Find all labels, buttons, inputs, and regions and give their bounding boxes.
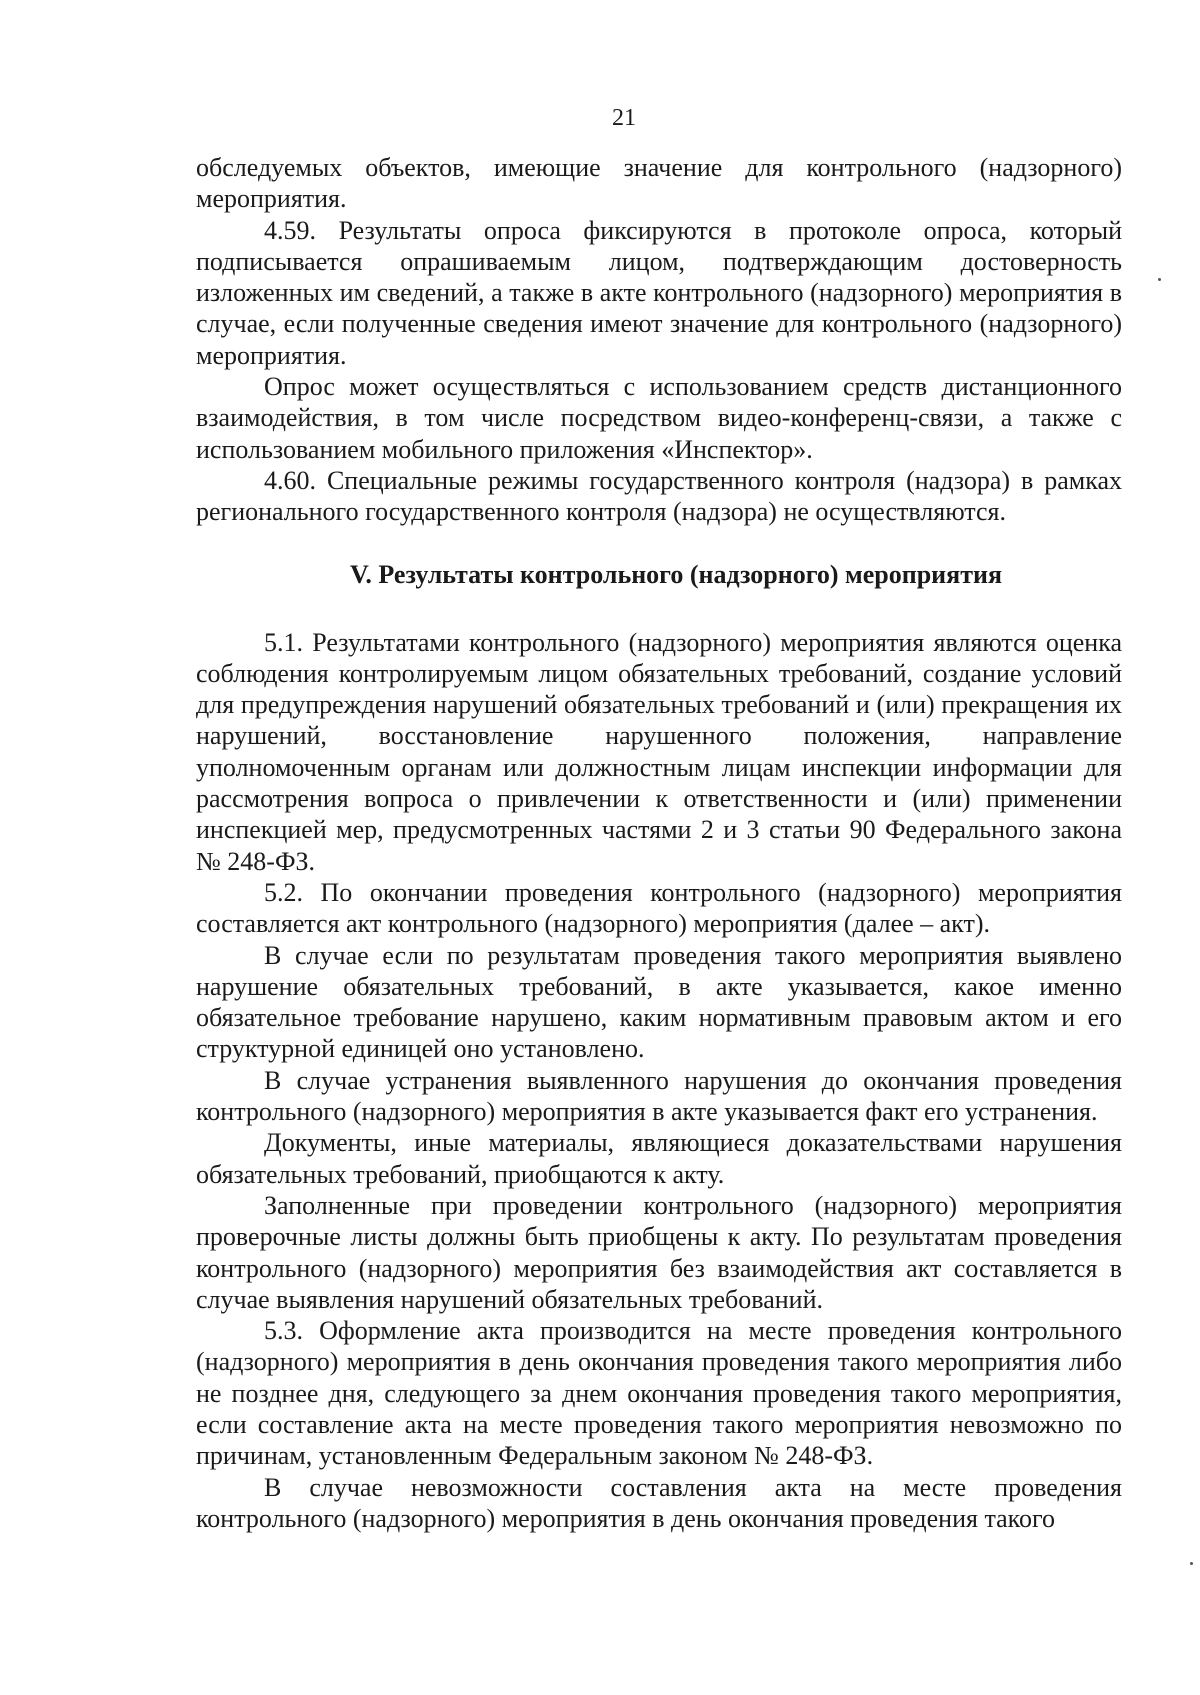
paragraph-violation-fixed: В случае устранения выявленного нарушения до окончания проведения контрольного (надзорного) мероприятия в акте указывается факт его устранения. (196, 1065, 1122, 1127)
page-number: 21 (612, 105, 636, 131)
paragraph-5-1: 5.1. Результатами контрольного (надзорного) мероприятия являются оценка соблюдения контролируемым лицом обязательных требований, создание условий для предупреждения нарушений обязательных требований и (или) прекращения их нарушений, восстановление нарушенного положения, направление уполномоченным органам или должностным лицам инспекции информации для рассмотрения вопроса о привлечении к ответственности и (или) применении инспекцией мер, предусмотренных частями 2 и 3 статьи 90 Федерального закона № 248-ФЗ. (196, 627, 1122, 876)
paragraph-violation-found: В случае если по результатам проведения такого мероприятия выявлено нарушение обязательных требований, в акте указывается, какое именно обязательное требование нарушено, каким нормативным правовым актом и его структурной единицей оно установлено. (196, 940, 1122, 1064)
scan-speck (1158, 278, 1161, 281)
paragraph-4-59: 4.59. Результаты опроса фиксируются в протоколе опроса, который подписывается опрашиваемым лицом, подтверждающим достоверность изложенных им сведений, а также в акте контрольного (надзорного) мероприятия в случае, если полученные сведения имеют значение для контрольного (надзорного) мероприятия. (196, 215, 1122, 370)
document-body (196, 152, 1122, 1534)
paragraph-evidence: Документы, иные материалы, являющиеся доказательствами нарушения обязательных требований, приобщаются к акту. (196, 1128, 1122, 1189)
paragraph-survey-remote: Опрос может осуществляться с использованием средств дистанционного взаимодействия, в том числе посредством видео-конференц-связи, а также с использованием мобильного приложения «Инспектор». (196, 372, 1122, 464)
section-heading: V. Результаты контрольного (надзорного) мероприятия (349, 559, 1003, 589)
paragraph-4-60: 4.60. Специальные режимы государственного контроля (надзора) в рамках регионального государственного контроля (надзора) не осуществляются. (196, 465, 1122, 527)
paragraph-5-2: 5.2. По окончании проведения контрольного (надзорного) мероприятия составляется акт контрольного (надзорного) мероприятия (далее – акт). (196, 877, 1122, 939)
scan-speck (1190, 1562, 1193, 1565)
paragraph-impossibility: В случае невозможности составления акта на месте проведения контрольного (надзорного) мероприятия в день окончания проведения такого (196, 1472, 1122, 1533)
paragraph-checklists: Заполненные при проведении контрольного (надзорного) мероприятия проверочные листы должны быть приобщены к акту. По результатам проведения контрольного (надзорного) мероприятия без взаимодействия акт составляется в случае выявления нарушений обязательных требований. (196, 1190, 1122, 1314)
paragraph-5-3: 5.3. Оформление акта производится на месте проведения контрольного (надзорного) мероприятия в день окончания проведения такого мероприятия либо не позднее дня, следующего за днем окончания проведения такого мероприятия, если составление акта на месте проведения такого мероприятия невозможно по причинам, установленным Федеральным законом № 248-ФЗ. (196, 1316, 1122, 1471)
paragraph-continued: обследуемых объектов, имеющие значение для контрольного (надзорного) мероприятия. (196, 153, 1122, 214)
